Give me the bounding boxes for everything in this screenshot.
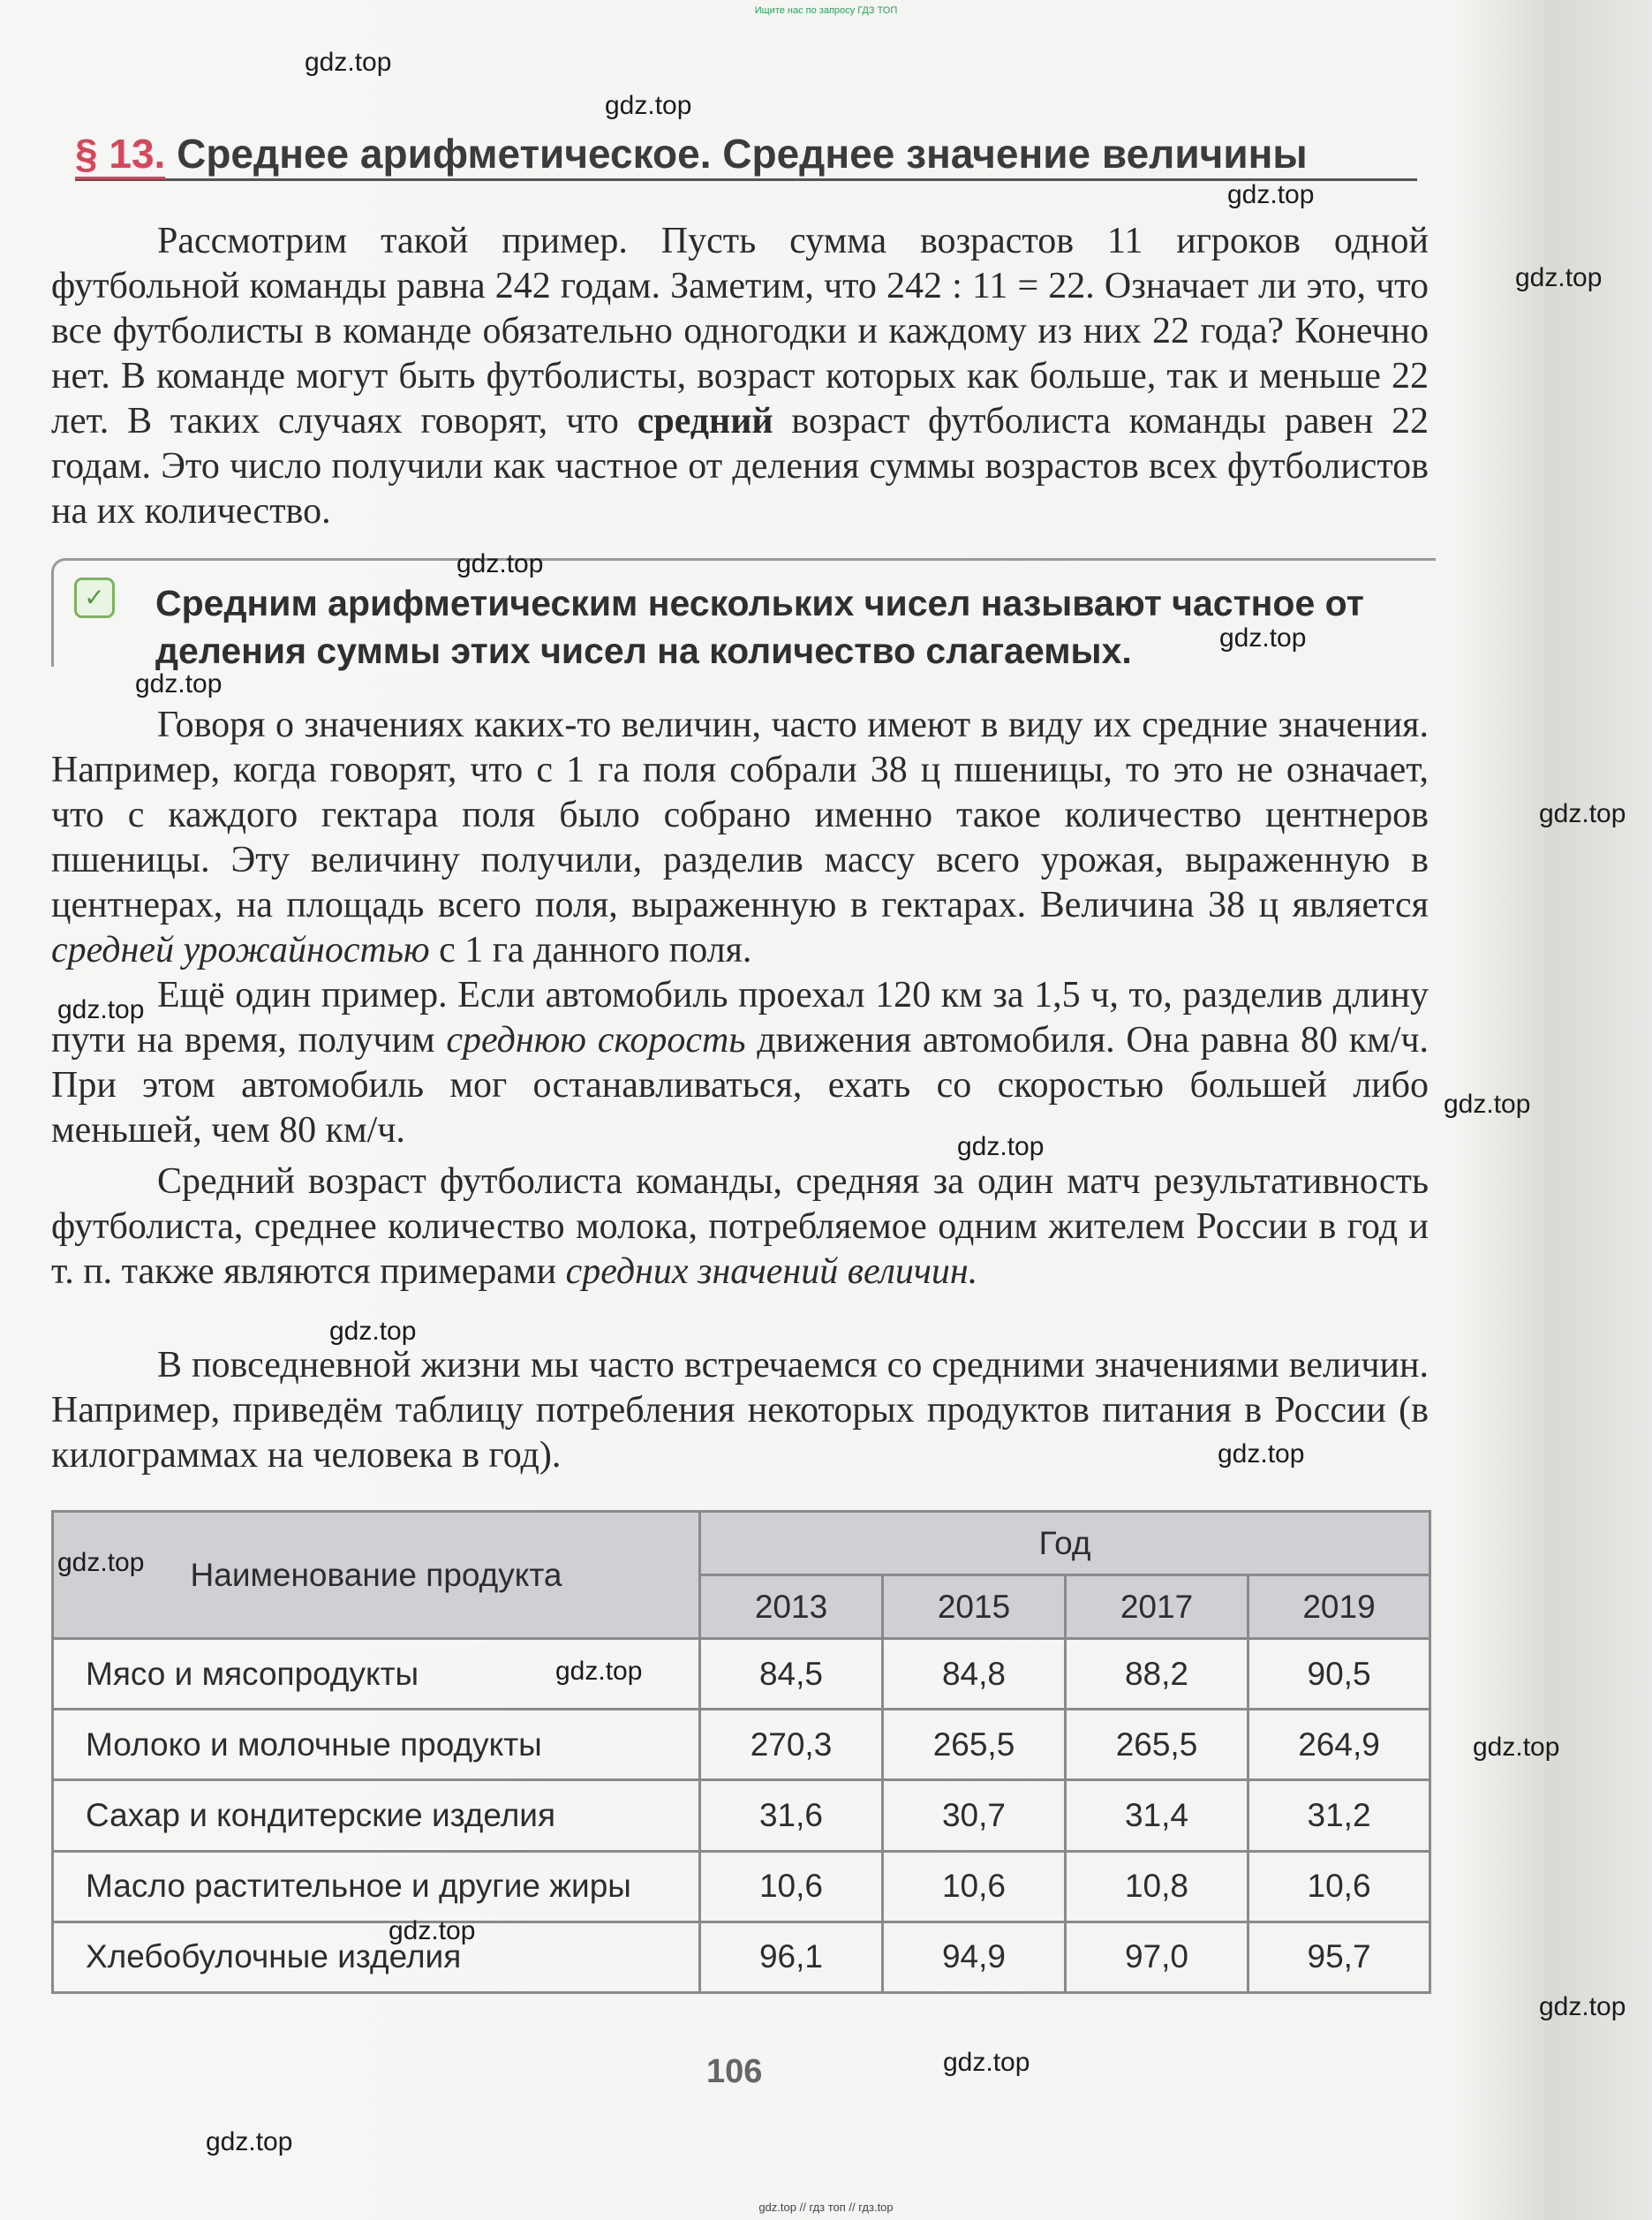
header-product: Наименование продукта <box>53 1512 700 1639</box>
watermark: gdz.top <box>1444 1090 1531 1119</box>
paragraph-text: Ещё один пример. Если автомобиль проехал 120 км за 1,5 ч, то, разделив длину пути на время, получим <box>51 975 1429 1061</box>
table-row <box>53 1780 1430 1851</box>
header-year-cell: 2015 <box>883 1575 1066 1639</box>
header-year-cell: 2013 <box>700 1575 883 1639</box>
paragraph-text: Средний возраст футболиста команды, средняя за один матч результативность футболиста, среднее количество молока, потребляемое одним жителем России в год и т. п. также являются примерами <box>51 1161 1429 1292</box>
bottom-banner[interactable]: gdz.top // гдз топ // гдз.top <box>758 2201 894 2214</box>
watermark: gdz.top <box>329 1317 417 1346</box>
watermark: gdz.top <box>1539 1992 1626 2021</box>
checkmark-box-icon: ✓ <box>74 578 115 618</box>
watermark: gdz.top <box>305 48 392 77</box>
paragraph-text: Рассмотрим такой пример. Пусть сумма возрастов 11 игроков одной футбольной команды равна 242 годам. Заметим, что 242 : 11 = 22. Означает ли это, что все футболисты в команде обязательно одногодки и каждому из них 22 года? Конечно нет. В команде могут быть футболисты, возраст которых как больше, так и меньше 22 лет. В таких случаях говорят, что <box>51 221 1429 442</box>
italic-term: средней урожайностью <box>51 930 430 970</box>
watermark: gdz.top <box>957 1132 1045 1161</box>
header-year-cell: 2017 <box>1066 1575 1248 1639</box>
table-cell: 10,6 <box>1248 1851 1430 1922</box>
table-row <box>53 1851 1430 1922</box>
watermark: gdz.top <box>1515 263 1603 292</box>
section-heading <box>75 131 1417 181</box>
watermark: gdz.top <box>605 91 692 120</box>
watermark: gdz.top <box>388 1916 476 1945</box>
italic-term: средних значений величин. <box>565 1251 978 1292</box>
product-name: Мясо и мясопродукты <box>53 1639 700 1710</box>
watermark: gdz.top <box>1473 1733 1560 1762</box>
table-cell: 270,3 <box>700 1710 883 1780</box>
paragraph-text: движения автомобиля. Она равна 80 км/ч. При этом автомобиль мог останавливаться, ехать со скоростью большей либо меньшей, чем 80 км/ч. <box>51 1020 1429 1151</box>
table-cell: 84,8 <box>883 1639 1066 1710</box>
header-year: Год <box>700 1512 1430 1575</box>
table-cell: 96,1 <box>700 1922 883 1992</box>
table-cell: 84,5 <box>700 1639 883 1710</box>
table-cell: 10,6 <box>883 1851 1066 1922</box>
table-row <box>53 1710 1430 1780</box>
table-cell: 31,4 <box>1066 1780 1248 1851</box>
table-cell: 31,6 <box>700 1780 883 1851</box>
paragraph-text: с 1 га данного поля. <box>439 930 752 970</box>
section-number: § 13. <box>75 131 165 179</box>
paragraph-text: возраст футболиста команды равен 22 годам. Это число получили как частное от деления суммы возрастов всех футболистов на их количество. <box>51 401 1429 532</box>
table-cell: 265,5 <box>883 1710 1066 1780</box>
paragraph-car-example <box>51 973 1429 1153</box>
product-name: Масло растительное и другие жиры <box>53 1851 700 1922</box>
consumption-table <box>51 1510 1431 1994</box>
definition-text: Средним арифметическим нескольких чисел называют частное от деления суммы этих чисел на количество слагаемых. <box>155 583 1364 671</box>
watermark: gdz.top <box>1539 799 1626 828</box>
paragraph-text: Говоря о значениях каких-то величин, часто имеют в виду их средние значения. Например, когда говорят, что с 1 га поля собрали 38 ц пшеницы, то это не означает, что с каждого гектара поля было собрано именно такое количество центнеров пшеницы. Эту величину получили, разделив массу всего урожая, выраженную в центнерах, на площадь всего поля, выраженную в гектарах. Величина 38 ц является <box>51 705 1429 925</box>
table-row <box>53 1639 1430 1710</box>
table-cell: 90,5 <box>1248 1639 1430 1710</box>
table-cell: 88,2 <box>1066 1639 1248 1710</box>
paragraph-harvest-example <box>51 703 1429 973</box>
watermark: gdz.top <box>1227 180 1315 209</box>
product-name: Хлебобулочные изделия <box>53 1922 700 1992</box>
table-cell: 97,0 <box>1066 1922 1248 1992</box>
watermark: gdz.top <box>57 1548 145 1577</box>
watermark: gdz.top <box>555 1657 643 1686</box>
table-cell: 265,5 <box>1066 1710 1248 1780</box>
table-cell: 31,2 <box>1248 1780 1430 1851</box>
header-year-cell: 2019 <box>1248 1575 1430 1639</box>
section-title: Среднее арифметическое. Среднее значение величины <box>177 131 1308 177</box>
table-cell: 264,9 <box>1248 1710 1430 1780</box>
italic-term: среднюю скорость <box>446 1020 746 1061</box>
watermark: gdz.top <box>1219 623 1307 653</box>
table-cell: 30,7 <box>883 1780 1066 1851</box>
paragraph-text: В повседневной жизни мы часто встречаемся со средними значениями величин. Например, приведём таблицу потребления некоторых продуктов питания в России (в килограммах на человека в год). <box>51 1345 1429 1476</box>
watermark: gdz.top <box>206 2127 293 2156</box>
watermark: gdz.top <box>456 549 544 578</box>
page-number: 106 <box>706 2053 763 2090</box>
table-cell: 10,8 <box>1066 1851 1248 1922</box>
product-name: Молоко и молочные продукты <box>53 1710 700 1780</box>
table-row <box>53 1922 1430 1992</box>
table-cell: 10,6 <box>700 1851 883 1922</box>
watermark: gdz.top <box>943 2048 1030 2077</box>
bold-term: средний <box>637 401 773 442</box>
top-banner[interactable]: Ищите нас по запросу ГДЗ ТОП <box>754 5 898 16</box>
watermark: gdz.top <box>1218 1439 1305 1469</box>
watermark: gdz.top <box>135 669 223 698</box>
paragraph-football-example <box>51 219 1429 534</box>
table-cell: 95,7 <box>1248 1922 1430 1992</box>
product-name: Сахар и кондитерские изделия <box>53 1780 700 1851</box>
watermark: gdz.top <box>57 995 145 1024</box>
paragraph-average-values <box>51 1159 1429 1295</box>
table-cell: 94,9 <box>883 1922 1066 1992</box>
